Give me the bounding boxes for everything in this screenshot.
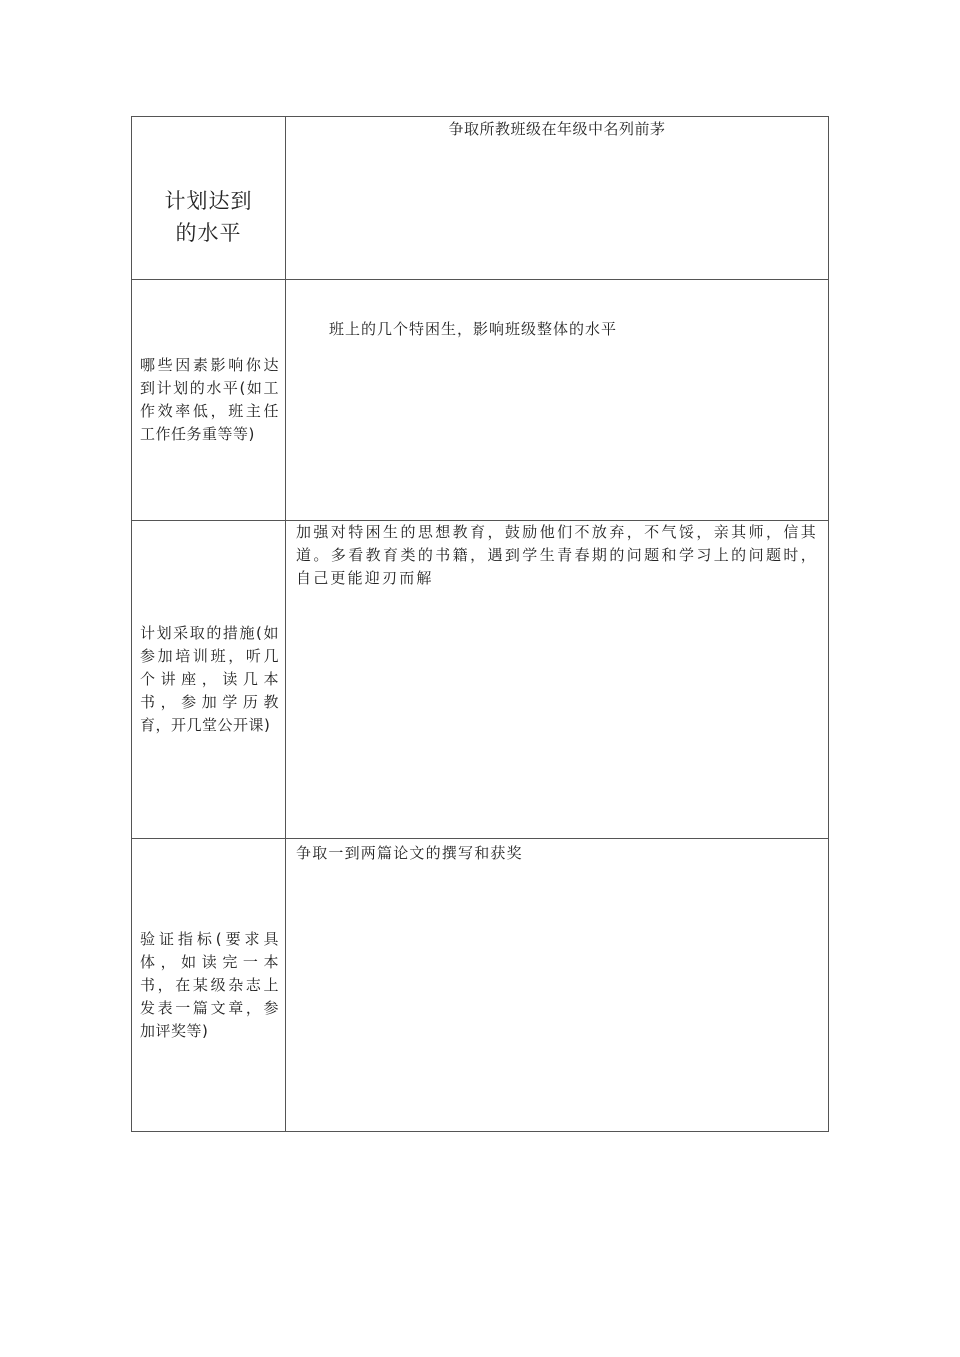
table-row [132,117,829,280]
verification-indicators-label: 验证指标(要求具体，如读完一本书，在某级杂志上发表一篇文章，参加评奖等) [140,929,279,1040]
row-label-cell [132,521,286,839]
row-content-cell [286,839,829,1132]
row-content-cell [286,117,829,280]
target-level-content: 争取所教班级在年级中名列前茅 [448,120,666,138]
planned-measures-content: 加强对特困生的思想教育，鼓励他们不放弃，不气馁，亲其师，信其道。多看教育类的书籍，遇到学生青春期的问题和学习上的问题时，自己更能迎刃而解 [296,523,818,587]
verification-indicators-content: 争取一到两篇论文的撰写和获奖 [296,844,523,862]
row-label-cell [132,117,286,280]
table-row [132,521,829,839]
influence-factors-content: 班上的几个特困生，影响班级整体的水平 [329,320,618,338]
row-content-cell [286,521,829,839]
target-level-label: 计划达到的水平 [164,189,253,245]
table-row [132,280,829,521]
row-content-cell [286,280,829,521]
plan-form-table [131,116,829,1132]
row-label-cell [132,280,286,521]
influence-factors-label: 哪些因素影响你达到计划的水平(如工作效率低，班主任工作任务重等等) [140,356,279,443]
table-row [132,839,829,1132]
row-label-cell [132,839,286,1132]
planned-measures-label: 计划采取的措施(如参加培训班，听几个讲座，读几本书，参加学历教育，开几堂公开课) [140,624,279,734]
